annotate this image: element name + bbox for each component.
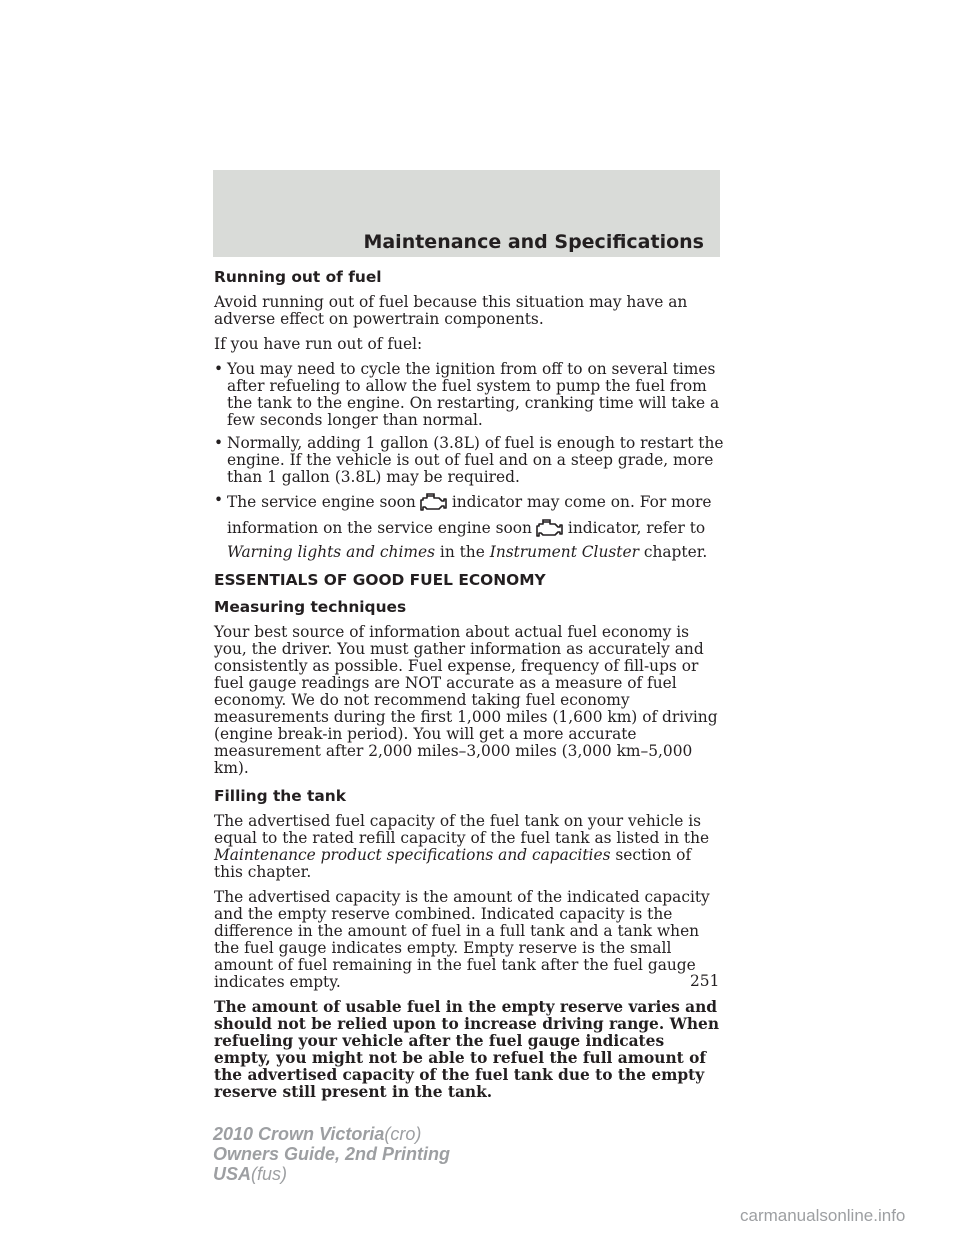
bullet-mark: • xyxy=(214,434,224,452)
footer-vehicle: 2010 Crown Victoria xyxy=(213,1124,385,1144)
list-item-text: indicator, refer to xyxy=(567,519,706,537)
cross-reference: Instrument Cluster xyxy=(489,543,639,561)
footer-line: Owners Guide, 2nd Printing xyxy=(213,1144,451,1164)
cross-reference: Warning lights and chimes xyxy=(227,543,435,561)
list-item xyxy=(214,361,724,429)
site-watermark: carmanualsonline.info xyxy=(740,1206,906,1225)
footer-code: (cro) xyxy=(384,1124,422,1144)
list-item-text: Normally, adding 1 gallon (3.8L) of fuel is enough to restart the engine. If the vehicle is out of fuel and on a steep grade, more than 1 gallon (3.8L) may be required. xyxy=(227,434,724,486)
list-item-text: The service engine soon xyxy=(227,493,416,511)
paragraph-text: The advertised fuel capacity of the fuel tank on your vehicle is equal to the rated refill capacity of the fuel tank as listed in the xyxy=(214,812,710,847)
section-title: Maintenance and Specifications xyxy=(363,231,704,253)
page-number: 251 xyxy=(690,972,720,990)
document-footer xyxy=(213,1124,450,1184)
paragraph-capacity-definition: The advertised capacity is the amount of the indicated capacity and the empty reserve combined. Indicated capacity is the difference in the amount of fuel in a full tank and a tank when the fuel gauge indicates empty. Empty reserve is the small amount of fuel remaining in the fuel tank after the fuel gauge indicates empty. xyxy=(214,888,710,991)
list-item-text: chapter. xyxy=(643,543,708,561)
page-content xyxy=(214,268,724,1109)
heading-essentials: ESSENTIALS OF GOOD FUEL ECONOMY xyxy=(214,571,546,589)
footer-line xyxy=(213,1124,450,1144)
list-item xyxy=(214,492,724,561)
section-header-band xyxy=(213,170,720,257)
paragraph-measuring: Your best source of information about actual fuel economy is you, the driver. You must gather information as accurately and consistently as possible. Fuel expense, frequency of fill-ups or fuel gauge readings are NOT accurate as a measure of fuel economy. We do not recommend taking fuel economy measurements during the first 1,000 miles (1,600 km) of driving (engine break-in period). You will get a more accurate measurement after 2,000 miles–3,000 miles (3,000 km–5,000 km). xyxy=(214,623,718,777)
bullet-list xyxy=(214,361,724,561)
footer-code: (fus) xyxy=(251,1164,288,1184)
list-item-text: in the xyxy=(439,543,485,561)
list-item-text: indicator may come on. For more information on the service engine soon xyxy=(227,493,712,537)
list-item-text: You may need to cycle the ignition from off to on several times after refueling to allow the fuel system to pump the fuel from the tank to the engine. On restarting, cranking time will take a few seconds longer than normal. xyxy=(227,360,720,429)
heading-filling-the-tank: Filling the tank xyxy=(214,787,346,805)
paragraph-text: section of this chapter. xyxy=(214,846,692,881)
footer-line xyxy=(213,1164,450,1184)
bullet-mark: • xyxy=(214,491,224,509)
footer-market: USA xyxy=(213,1164,252,1184)
cross-reference: Maintenance product specifications and capacities xyxy=(214,846,611,864)
list-item xyxy=(214,435,724,486)
check-engine-icon xyxy=(535,518,565,544)
paragraph-empty-reserve-warning: The amount of usable fuel in the empty reserve varies and should not be relied upon to increase driving range. When refueling your vehicle after the fuel gauge indicates empty, you might not be able to refuel the full amount of the advertised capacity of the fuel tank due to the empty reserve still present in the tank. xyxy=(214,998,720,1101)
check-engine-icon xyxy=(419,492,449,518)
paragraph-advertised-capacity xyxy=(214,813,724,881)
heading-measuring-techniques: Measuring techniques xyxy=(214,598,407,616)
heading-running-out-of-fuel: Running out of fuel xyxy=(214,268,382,286)
paragraph-run-out-lead: If you have run out of fuel: xyxy=(214,335,423,353)
paragraph-running-out-intro: Avoid running out of fuel because this situation may have an adverse effect on powertrain components. xyxy=(214,293,688,328)
bullet-mark: • xyxy=(214,360,224,378)
